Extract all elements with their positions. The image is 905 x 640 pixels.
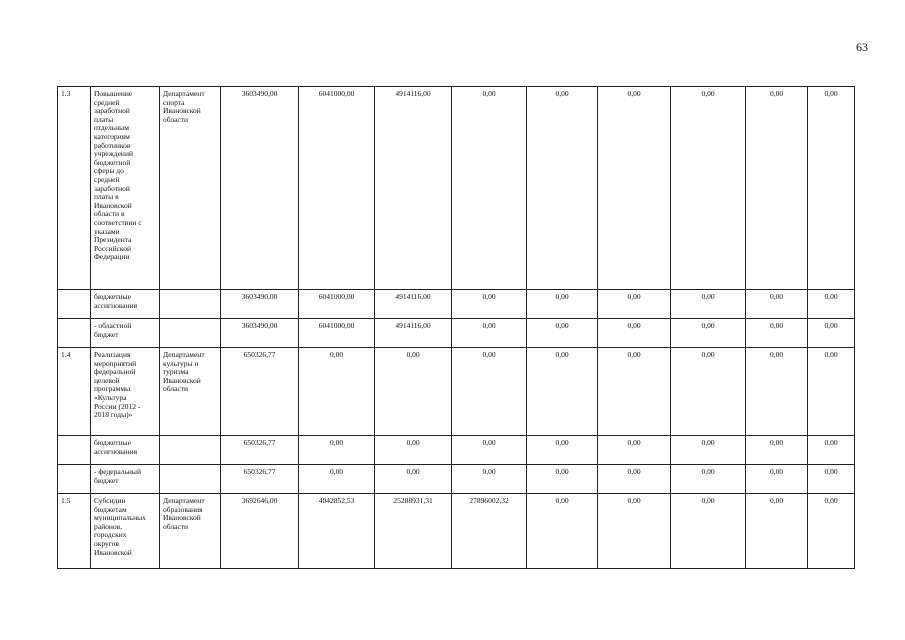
value-cell: 0,00 <box>746 465 808 494</box>
value-cell: 3603490,00 <box>221 87 299 290</box>
value-cell: 4914116,00 <box>375 319 452 348</box>
value-cell: 0,00 <box>746 436 808 465</box>
value-cell: 0,00 <box>598 494 671 569</box>
value-cell: 4914116,00 <box>375 290 452 319</box>
row-id <box>58 319 91 348</box>
row-title: - федеральный бюджет <box>91 465 160 494</box>
row-id <box>58 436 91 465</box>
table-row <box>58 348 855 436</box>
value-cell: 25288931,31 <box>375 494 452 569</box>
value-cell: 0,00 <box>598 465 671 494</box>
value-cell: 0,00 <box>452 87 527 290</box>
value-cell: 0,00 <box>746 494 808 569</box>
table-row <box>58 319 855 348</box>
value-cell: 0,00 <box>527 465 598 494</box>
value-cell: 0,00 <box>808 290 855 319</box>
value-cell: 0,00 <box>375 436 452 465</box>
value-cell: 27896002,32 <box>452 494 527 569</box>
value-cell: 0,00 <box>671 319 746 348</box>
budget-table <box>57 86 855 569</box>
row-executor <box>160 465 221 494</box>
row-executor <box>160 319 221 348</box>
row-id: 1.3 <box>58 87 91 290</box>
value-cell: 0,00 <box>746 87 808 290</box>
value-cell: 650326,77 <box>221 348 299 436</box>
value-cell: 0,00 <box>671 494 746 569</box>
row-id <box>58 465 91 494</box>
value-cell: 0,00 <box>808 465 855 494</box>
value-cell: 3692646,00 <box>221 494 299 569</box>
row-title: Повышение средней заработной платы отдельным категориям работников учреждений бюджетной сферы до средней заработной платы в Ивановской области в соответствии с указами Президента Российской Федерации <box>91 87 160 290</box>
value-cell: 0,00 <box>598 319 671 348</box>
value-cell: 0,00 <box>452 348 527 436</box>
value-cell: 0,00 <box>527 87 598 290</box>
value-cell: 0,00 <box>527 494 598 569</box>
value-cell: 0,00 <box>808 319 855 348</box>
value-cell: 0,00 <box>598 87 671 290</box>
table-row <box>58 494 855 569</box>
value-cell: 0,00 <box>671 465 746 494</box>
row-title: бюджетные ассигнования <box>91 290 160 319</box>
value-cell: 650326,77 <box>221 436 299 465</box>
value-cell: 0,00 <box>452 436 527 465</box>
row-title: Реализация мероприятий федеральной целевой программы «Культура России (2012 - 2018 годы)» <box>91 348 160 436</box>
value-cell: 0,00 <box>527 436 598 465</box>
value-cell: 0,00 <box>527 290 598 319</box>
value-cell: 0,00 <box>527 319 598 348</box>
value-cell: 0,00 <box>299 348 375 436</box>
value-cell: 0,00 <box>452 465 527 494</box>
page-number: 63 <box>856 40 868 54</box>
row-executor <box>160 436 221 465</box>
value-cell: 0,00 <box>452 290 527 319</box>
value-cell: 0,00 <box>527 348 598 436</box>
row-id <box>58 290 91 319</box>
value-cell: 650326,77 <box>221 465 299 494</box>
value-cell: 0,00 <box>808 348 855 436</box>
value-cell: 6041000,00 <box>299 87 375 290</box>
value-cell: 4914116,00 <box>375 87 452 290</box>
value-cell: 0,00 <box>746 348 808 436</box>
value-cell: 0,00 <box>671 87 746 290</box>
value-cell: 0,00 <box>671 436 746 465</box>
value-cell: 0,00 <box>746 319 808 348</box>
row-executor: Департамент спорта Ивановской области <box>160 87 221 290</box>
table-row <box>58 436 855 465</box>
value-cell: 0,00 <box>671 348 746 436</box>
table-row <box>58 290 855 319</box>
row-title: бюджетные ассигнования <box>91 436 160 465</box>
row-id: 1.4 <box>58 348 91 436</box>
value-cell: 6041000,00 <box>299 290 375 319</box>
value-cell: 0,00 <box>375 348 452 436</box>
value-cell: 0,00 <box>671 290 746 319</box>
value-cell: 0,00 <box>746 290 808 319</box>
row-executor: Департамент образования Ивановской области <box>160 494 221 569</box>
value-cell: 0,00 <box>808 494 855 569</box>
table-row <box>58 465 855 494</box>
row-title: Субсидии бюджетам муниципальных районов, городских округов Ивановской <box>91 494 160 569</box>
value-cell: 3603490,00 <box>221 319 299 348</box>
value-cell: 0,00 <box>452 319 527 348</box>
value-cell: 0,00 <box>808 436 855 465</box>
row-executor: Департамент культуры и туризма Ивановской области <box>160 348 221 436</box>
value-cell: 0,00 <box>808 87 855 290</box>
value-cell: 0,00 <box>598 436 671 465</box>
row-id: 1.5 <box>58 494 91 569</box>
value-cell: 4042852,53 <box>299 494 375 569</box>
value-cell: 0,00 <box>375 465 452 494</box>
row-executor <box>160 290 221 319</box>
table-row <box>58 87 855 290</box>
value-cell: 0,00 <box>598 348 671 436</box>
value-cell: 0,00 <box>598 290 671 319</box>
value-cell: 0,00 <box>299 436 375 465</box>
row-title: - областной бюджет <box>91 319 160 348</box>
value-cell: 6041000,00 <box>299 319 375 348</box>
value-cell: 3603490,00 <box>221 290 299 319</box>
value-cell: 0,00 <box>299 465 375 494</box>
